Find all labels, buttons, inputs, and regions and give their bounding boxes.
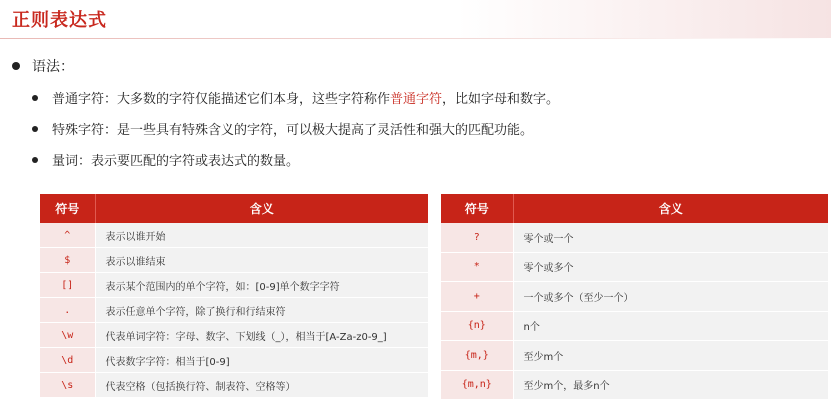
column-header-meaning: 含义 <box>513 194 828 223</box>
table-row <box>441 223 828 252</box>
meaning-cell: 表示任意单个字符，除了换行和行结束符 <box>95 298 428 323</box>
symbol-cell: . <box>40 298 95 323</box>
bullet-text-tail: ，比如字母和数字。 <box>442 92 560 107</box>
symbol-cell: \d <box>40 348 95 373</box>
symbol-cell: $ <box>40 248 95 273</box>
meaning-cell: 表示以谁结束 <box>95 248 428 273</box>
column-header-symbol: 符号 <box>441 194 513 223</box>
meaning-cell: 表示以谁开始 <box>95 223 428 248</box>
symbol-cell: {n} <box>441 311 513 341</box>
meaning-cell: 至少m个，最多n个 <box>513 370 828 400</box>
meaning-cell: n个 <box>513 311 828 341</box>
table-row <box>40 223 428 248</box>
table-row <box>40 348 428 373</box>
bullet-dot-icon <box>12 62 20 70</box>
table-row <box>441 252 828 282</box>
table-header-row <box>441 194 828 223</box>
table-row <box>441 311 828 341</box>
bullet-item-quantifiers <box>32 150 299 169</box>
quantifier-table <box>441 194 829 400</box>
meaning-cell: 至少m个 <box>513 341 828 371</box>
special-chars-table <box>40 194 429 398</box>
bullet-text: 特殊字符：是一些具有特殊含义的字符，可以极大提高了灵活性和强大的匹配功能。 <box>52 123 534 138</box>
meaning-cell: 代表数字字符：相当于[0-9] <box>95 348 428 373</box>
section-heading <box>12 56 74 76</box>
meaning-cell: 零个或多个 <box>513 252 828 282</box>
symbol-cell: ^ <box>40 223 95 248</box>
section-label: 语法： <box>32 59 74 75</box>
title-bar <box>0 0 831 38</box>
symbol-cell: * <box>441 252 513 282</box>
table-row <box>441 370 828 400</box>
symbol-cell: ? <box>441 223 513 252</box>
page-title: 正则表达式 <box>12 10 107 31</box>
table-header-row <box>40 194 428 223</box>
table-row <box>40 273 428 298</box>
table-row <box>40 248 428 273</box>
table-row <box>40 373 428 398</box>
symbol-cell: + <box>441 282 513 312</box>
meaning-cell: 零个或一个 <box>513 223 828 252</box>
meaning-cell: 表示某个范围内的单个字符，如：[0-9]单个数字字符 <box>95 273 428 298</box>
bullet-dot-icon <box>32 95 38 101</box>
column-header-symbol: 符号 <box>40 194 95 223</box>
meaning-cell: 代表空格（包括换行符、制表符、空格等） <box>95 373 428 398</box>
table-row <box>441 282 828 312</box>
symbol-cell: {m,n} <box>441 370 513 400</box>
bullet-dot-icon <box>32 157 38 163</box>
table-row <box>40 323 428 348</box>
column-header-meaning: 含义 <box>95 194 428 223</box>
table-row <box>441 341 828 371</box>
symbol-cell: \w <box>40 323 95 348</box>
table-row <box>40 298 428 323</box>
bullet-highlight: 普通字符 <box>390 92 443 107</box>
bullet-item-special-chars <box>32 119 533 138</box>
meaning-cell: 一个或多个（至少一个） <box>513 282 828 312</box>
bullet-text: 量词：表示要匹配的字符或表达式的数量。 <box>52 154 300 169</box>
bullet-dot-icon <box>32 126 38 132</box>
meaning-cell: 代表单词字符：字母、数字、下划线（_），相当于[A-Za-z0-9_] <box>95 323 428 348</box>
symbol-cell: \s <box>40 373 95 398</box>
symbol-cell: [] <box>40 273 95 298</box>
bullet-text: 普通字符：大多数的字符仅能描述它们本身，这些字符称作 <box>52 92 391 107</box>
symbol-cell: {m,} <box>441 341 513 371</box>
bullet-item-normal-chars <box>32 88 559 107</box>
title-divider <box>0 38 831 39</box>
